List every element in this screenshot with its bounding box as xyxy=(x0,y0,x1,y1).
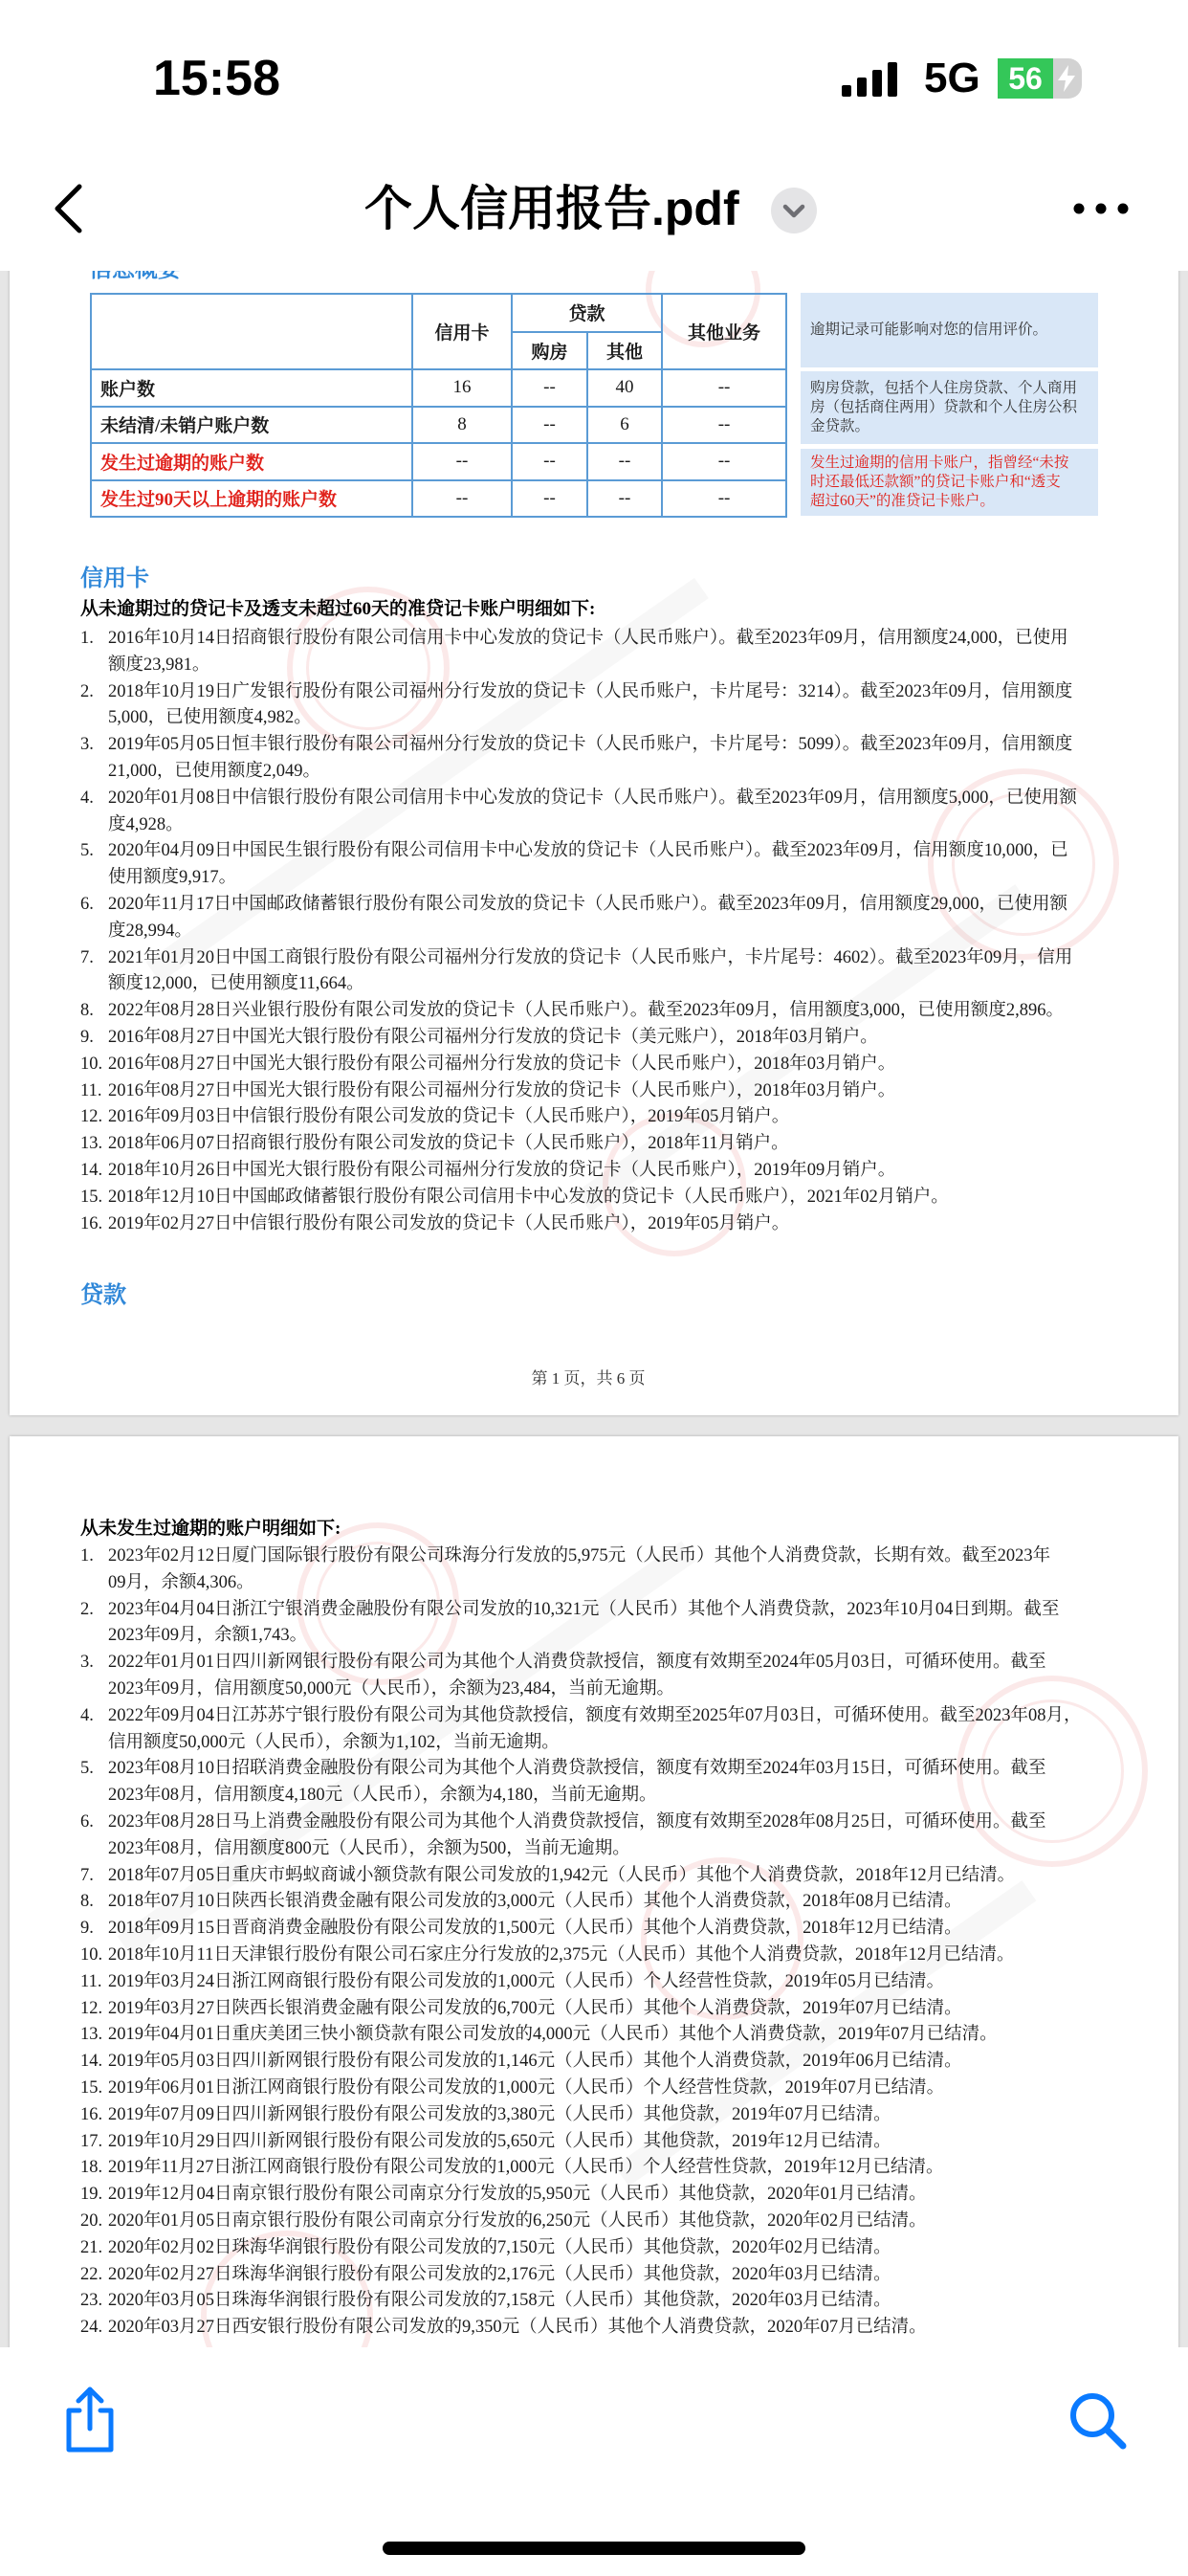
pdf-page-2 xyxy=(10,1436,1178,2489)
app-header xyxy=(0,0,1188,271)
table-cell: -- xyxy=(662,443,786,480)
list-item xyxy=(80,2049,1171,2076)
list-item-number: 7. xyxy=(80,947,94,967)
list-item-number: 16. xyxy=(80,1213,103,1233)
table-row-label: 账户数 xyxy=(91,369,412,407)
list-item-text xyxy=(108,1996,1171,2023)
list-item-text xyxy=(108,1078,1171,1105)
list-item-text xyxy=(108,2129,1171,2156)
list-item-line: 2019年05月03日四川新网银行股份有限公司发放的1,146元（人民币）其他个人消费贷款，2019年06月已结清。 xyxy=(108,2052,962,2072)
table-cell: 6 xyxy=(587,407,662,444)
list-item xyxy=(80,1863,1171,1890)
list-item-line: 额度23,981。 xyxy=(108,655,210,675)
list-item-text xyxy=(108,1889,1171,1916)
list-item xyxy=(80,2315,1171,2342)
list-item-number: 19. xyxy=(80,2185,103,2205)
list-item xyxy=(80,2235,1171,2262)
table-header-other: 其他 xyxy=(587,332,662,370)
list-item-line: 2019年11月27日浙江网商银行股份有限公司发放的1,000元（人民币）个人经营性贷款，2019年12月已结清。 xyxy=(108,2158,944,2178)
list-item-line: 额度12,000，已使用额度11,664。 xyxy=(108,974,364,994)
list-item-text xyxy=(108,2288,1171,2315)
list-item-line: 2016年08月27日中国光大银行股份有限公司福州分行发放的贷记卡（美元账户），2018年03月销户。 xyxy=(108,1027,878,1047)
table-header-row xyxy=(91,294,786,332)
list-item xyxy=(80,1889,1171,1916)
list-item-line: 21,000，已使用额度2,049。 xyxy=(108,761,321,781)
list-item xyxy=(80,1810,1171,1863)
list-item xyxy=(80,1543,1171,1597)
credit-card-list xyxy=(80,626,1171,1237)
list-item-number: 1. xyxy=(80,629,94,648)
list-item-line: 5,000，已使用额度4,982。 xyxy=(108,708,312,728)
list-item-line: 2020年01月08日中信银行股份有限公司信用卡中心发放的贷记卡（人民币账户）。截至2023年09月，信用额度5,000，已使用额 xyxy=(108,788,1077,808)
list-item-line: 2018年06月07日招商银行股份有限公司发放的贷记卡（人民币账户），2018年11月销户。 xyxy=(108,1134,789,1154)
list-item-text xyxy=(108,2076,1171,2102)
list-item-text xyxy=(108,2102,1171,2129)
list-item xyxy=(80,2288,1171,2315)
list-item-line: 2018年12月10日中国邮政储蓄银行股份有限公司信用卡中心发放的贷记卡（人民币账户），2021年02月销户。 xyxy=(108,1187,949,1207)
list-item-line: 2023年08月10日招联消费金融股份有限公司为其他个人消费贷款授信，额度有效期至2024年03月15日，可循环使用。截至 xyxy=(108,1759,1046,1779)
list-item-number: 17. xyxy=(80,2131,103,2151)
list-item-number: 15. xyxy=(80,1187,103,1207)
list-item-text xyxy=(108,1969,1171,1996)
list-item xyxy=(80,838,1171,892)
table-cell: -- xyxy=(662,369,786,407)
list-item-line: 2018年09月15日晋商消费金融股份有限公司发放的1,500元（人民币）其他个人消费贷款，2018年12月已结清。 xyxy=(108,1919,962,1939)
list-item-text xyxy=(108,2022,1171,2049)
list-item xyxy=(80,1211,1171,1238)
table-cell: 16 xyxy=(412,369,512,407)
list-item-line: 2019年04月01日重庆美团三快小额贷款有限公司发放的4,000元（人民币）其他个人消费贷款，2019年07月已结清。 xyxy=(108,2025,998,2045)
table-cell: -- xyxy=(587,480,662,518)
list-item-line: 2019年03月24日浙江网商银行股份有限公司发放的1,000元（人民币）个人经营性贷款，2019年05月已结清。 xyxy=(108,1971,945,1991)
list-item xyxy=(80,1650,1171,1703)
ellipsis-icon[interactable] xyxy=(1073,197,1129,220)
list-item-number: 9. xyxy=(80,1027,94,1047)
list-item-text xyxy=(108,1543,1171,1597)
table-cell: -- xyxy=(412,443,512,480)
list-item-line: 2016年09月03日中信银行股份有限公司发放的贷记卡（人民币账户），2019年05月销户。 xyxy=(108,1107,790,1127)
list-item-text xyxy=(108,838,1171,892)
list-item-number: 15. xyxy=(80,2077,103,2098)
list-item xyxy=(80,892,1171,945)
list-item-text xyxy=(108,998,1171,1025)
list-item-text xyxy=(108,1650,1171,1703)
list-item xyxy=(80,1703,1171,1757)
list-item-text xyxy=(108,1756,1171,1810)
list-item xyxy=(80,1025,1171,1052)
network-type: 5G xyxy=(924,55,980,101)
list-item-text xyxy=(108,2235,1171,2262)
list-item-number: 10. xyxy=(80,1944,103,1965)
list-item-text xyxy=(108,1916,1171,1943)
list-item-number: 13. xyxy=(80,2025,103,2045)
pdf-viewport[interactable] xyxy=(0,271,1188,2347)
list-item-text xyxy=(108,1052,1171,1078)
note-line: 金贷款。 xyxy=(810,418,870,434)
search-icon[interactable] xyxy=(1067,2389,1128,2451)
list-item-number: 21. xyxy=(80,2237,103,2257)
list-item-line: 2018年10月26日中国光大银行股份有限公司福州分行发放的贷记卡（人民币账户），2019年09月销户。 xyxy=(108,1160,896,1180)
list-item-text xyxy=(108,945,1171,999)
table-cell: -- xyxy=(662,480,786,518)
chevron-down-icon xyxy=(771,188,817,233)
title-menu-button[interactable] xyxy=(771,188,817,233)
list-item-line: 2020年04月09日中国民生银行股份有限公司信用卡中心发放的贷记卡（人民币账户）。截至2023年09月，信用额度10,000，已 xyxy=(108,841,1068,861)
loan-intro: 从未发生过逾期的账户明细如下: xyxy=(80,1519,341,1539)
table-header-loan: 贷款 xyxy=(512,294,662,332)
list-item xyxy=(80,2209,1171,2235)
list-item-number: 12. xyxy=(80,1107,103,1127)
home-indicator[interactable] xyxy=(383,2542,805,2555)
list-item xyxy=(80,2262,1171,2289)
note-box xyxy=(801,449,1098,516)
table-cell: -- xyxy=(662,407,786,444)
list-item-text xyxy=(108,786,1171,839)
summary-table xyxy=(90,293,787,518)
list-item-number: 8. xyxy=(80,1001,94,1021)
list-item-line: 2023年02月12日厦门国际银行股份有限公司珠海分行发放的5,975元（人民币）其他个人消费贷款，长期有效。截至2023年 xyxy=(108,1546,1051,1566)
table-header-credit-card: 信用卡 xyxy=(412,294,512,369)
list-item-number: 14. xyxy=(80,1160,103,1180)
list-item-text xyxy=(108,892,1171,945)
table-row xyxy=(91,369,786,407)
list-item-number: 18. xyxy=(80,2158,103,2178)
document-title[interactable]: 个人信用报告.pdf xyxy=(364,182,739,235)
list-item-number: 16. xyxy=(80,2104,103,2124)
list-item-number: 12. xyxy=(80,1998,103,2018)
table-header-blank xyxy=(91,294,412,369)
table-cell: -- xyxy=(412,480,512,518)
table-cell: -- xyxy=(512,443,587,480)
list-item xyxy=(80,1158,1171,1185)
list-item-line: 2019年12月04日南京银行股份有限公司南京分行发放的5,950元（人民币）其他贷款，2020年01月已结清。 xyxy=(108,2185,927,2205)
list-item xyxy=(80,2102,1171,2129)
list-item-number: 2. xyxy=(80,681,94,701)
list-item xyxy=(80,998,1171,1025)
list-item-number: 11. xyxy=(80,1080,102,1100)
list-item-line: 2020年01月05日南京银行股份有限公司南京分行发放的6,250元（人民币）其他贷款，2020年02月已结清。 xyxy=(108,2210,927,2231)
list-item xyxy=(80,1131,1171,1158)
list-item-line: 2023年08月28日马上消费金融股份有限公司为其他个人消费贷款授信，额度有效期至2028年08月25日，可循环使用。截至 xyxy=(108,1811,1046,1832)
list-item-number: 4. xyxy=(80,788,94,808)
summary-table-container xyxy=(90,293,785,516)
list-item-number: 20. xyxy=(80,2210,103,2231)
section-title-credit-card: 信用卡 xyxy=(80,566,149,591)
page-footer: 第 1 页，共 6 页 xyxy=(531,1369,646,1388)
list-item-text xyxy=(108,732,1171,786)
note-box xyxy=(801,293,1098,367)
list-item xyxy=(80,1078,1171,1105)
bottom-toolbar xyxy=(0,2347,1188,2576)
list-item-line: 度28,994。 xyxy=(108,921,192,941)
list-item-line: 2023年09月，信用额度50,000元（人民币），余额为23,484，当前无逾期。 xyxy=(108,1678,675,1699)
battery-percentage: 56 xyxy=(1008,61,1043,96)
list-item-number: 5. xyxy=(80,1759,94,1779)
list-item-line: 2021年01月20日中国工商银行股份有限公司福州分行发放的贷记卡（人民币账户，卡片尾号：4602）。截至2023年09月，信用 xyxy=(108,947,1073,967)
list-item-line: 2020年02月27日珠海华润银行股份有限公司发放的2,176元（人民币）其他贷款，2020年03月已结清。 xyxy=(108,2264,891,2284)
list-item xyxy=(80,945,1171,999)
list-item-line: 2022年08月28日兴业银行股份有限公司发放的贷记卡（人民币账户）。截至2023年09月，信用额度3,000，已使用额度2,896。 xyxy=(108,1001,1065,1021)
table-cell: -- xyxy=(512,369,587,407)
table-row-label: 发生过逾期的账户数 xyxy=(91,443,412,480)
list-item-line: 2023年08月，信用额度800元（人民币），余额为500，当前无逾期。 xyxy=(108,1838,630,1858)
list-item-line: 2018年07月10日陕西长银消费金融有限公司发放的3,000元（人民币）其他个人消费贷款，2018年08月已结清。 xyxy=(108,1892,962,1912)
list-item-number: 10. xyxy=(80,1054,103,1074)
list-item xyxy=(80,1969,1171,1996)
loan-list xyxy=(80,1543,1171,2342)
list-item-line: 2016年08月27日中国光大银行股份有限公司福州分行发放的贷记卡（人民币账户），2018年03月销户。 xyxy=(108,1080,896,1100)
list-item xyxy=(80,2129,1171,2156)
list-item-line: 2023年09月，余额1,743。 xyxy=(108,1626,308,1646)
note-line: 房（包括商住两用）贷款和个人住房公积 xyxy=(810,399,1078,415)
note-line: 逾期记录可能影响对您的信用评价。 xyxy=(810,322,1048,338)
list-item xyxy=(80,626,1171,679)
list-item-line: 2022年09月04日江苏苏宁银行股份有限公司为其他贷款授信，额度有效期至2025年07月03日，可循环使用。截至2023年08月， xyxy=(108,1705,1082,1725)
list-item-number: 6. xyxy=(80,1811,94,1832)
list-item-line: 2020年02月02日珠海华润银行股份有限公司发放的7,150元（人民币）其他贷款，2020年02月已结清。 xyxy=(108,2237,891,2257)
list-item-text xyxy=(108,1810,1171,1863)
list-item-text xyxy=(108,1104,1171,1131)
table-cell: 40 xyxy=(587,369,662,407)
list-item xyxy=(80,732,1171,786)
list-item-text xyxy=(108,1863,1171,1890)
battery-charging-icon xyxy=(998,58,1082,99)
cellular-signal-icon xyxy=(842,60,901,99)
list-item-line: 2016年08月27日中国光大银行股份有限公司福州分行发放的贷记卡（人民币账户），2018年03月销户。 xyxy=(108,1054,896,1074)
table-cell: -- xyxy=(587,443,662,480)
list-item-number: 1. xyxy=(80,1546,94,1566)
list-item xyxy=(80,2155,1171,2182)
list-item-text xyxy=(108,2315,1171,2342)
list-item-text xyxy=(108,1703,1171,1757)
list-item-text xyxy=(108,1025,1171,1052)
table-cell: -- xyxy=(512,480,587,518)
table-row xyxy=(91,407,786,444)
list-item-text xyxy=(108,2262,1171,2289)
list-item-number: 9. xyxy=(80,1919,94,1939)
list-item-text xyxy=(108,679,1171,733)
status-time: 15:58 xyxy=(153,51,280,106)
list-item xyxy=(80,786,1171,839)
list-item xyxy=(80,1185,1171,1211)
list-item-text xyxy=(108,1943,1171,1969)
list-item-line: 2020年11月17日中国邮政储蓄银行股份有限公司发放的贷记卡（人民币账户）。截至2023年09月，信用额度29,000，已使用额 xyxy=(108,894,1067,914)
table-row-label: 未结清/未销户账户数 xyxy=(91,407,412,444)
list-item-line: 2019年02月27日中信银行股份有限公司发放的贷记卡（人民币账户），2019年05月销户。 xyxy=(108,1213,790,1233)
list-item xyxy=(80,1943,1171,1969)
list-item-text xyxy=(108,2049,1171,2076)
table-row xyxy=(91,443,786,480)
note-line: 时还最低还款额”的贷记卡账户和“透支 xyxy=(810,474,1061,490)
table-cell: 8 xyxy=(412,407,512,444)
list-item-text xyxy=(108,1158,1171,1185)
list-item-number: 3. xyxy=(80,735,94,755)
section-title-loan: 贷款 xyxy=(80,1283,126,1308)
list-item-text xyxy=(108,1211,1171,1238)
list-item xyxy=(80,1996,1171,2023)
list-item-number: 2. xyxy=(80,1599,94,1619)
bolt-icon xyxy=(1055,64,1078,93)
note-line: 购房贷款，包括个人住房贷款、个人商用 xyxy=(810,380,1078,396)
list-item-text xyxy=(108,2155,1171,2182)
note-line: 发生过逾期的信用卡账户，指曾经“未按 xyxy=(810,455,1069,471)
list-item-line: 2018年10月11日天津银行股份有限公司石家庄分行发放的2,375元（人民币）其他个人消费贷款，2018年12月已结清。 xyxy=(108,1944,1015,1965)
pdf-page-1 xyxy=(10,233,1178,1415)
list-item-line: 信用额度50,000元（人民币），余额为1,102，当前无逾期。 xyxy=(108,1732,560,1752)
list-item-number: 3. xyxy=(80,1653,94,1673)
list-item xyxy=(80,1597,1171,1651)
table-header-other-business: 其他业务 xyxy=(662,294,786,369)
list-item-text xyxy=(108,1131,1171,1158)
list-item-number: 5. xyxy=(80,841,94,861)
list-item-number: 13. xyxy=(80,1134,103,1154)
list-item-number: 6. xyxy=(80,894,94,914)
list-item-number: 8. xyxy=(80,1892,94,1912)
table-row xyxy=(91,480,786,518)
table-row-label: 发生过90天以上逾期的账户数 xyxy=(91,480,412,518)
list-item-line: 2019年07月09日四川新网银行股份有限公司发放的3,380元（人民币）其他贷款，2019年07月已结清。 xyxy=(108,2104,891,2124)
list-item-line: 2019年03月27日陕西长银消费金融有限公司发放的6,700元（人民币）其他个人消费贷款，2019年07月已结清。 xyxy=(108,1998,962,2018)
credit-card-intro: 从未逾期过的贷记卡及透支未超过60天的准贷记卡账户明细如下: xyxy=(80,599,596,619)
list-item xyxy=(80,2022,1171,2049)
list-item-number: 24. xyxy=(80,2318,103,2338)
list-item-line: 2022年01月01日四川新网银行股份有限公司为其他个人消费贷款授信，额度有效期至2024年05月03日，可循环使用。截至 xyxy=(108,1653,1046,1673)
list-item-number: 11. xyxy=(80,1971,102,1991)
list-item-line: 2023年08月，信用额度4,180元（人民币），余额为4,180，当前无逾期。 xyxy=(108,1786,657,1806)
list-item-text xyxy=(108,1185,1171,1211)
list-item-text xyxy=(108,1597,1171,1651)
list-item-line: 2020年03月27日西安银行股份有限公司发放的9,350元（人民币）其他个人消费贷款，2020年07月已结清。 xyxy=(108,2318,927,2338)
list-item xyxy=(80,679,1171,733)
list-item-number: 14. xyxy=(80,2052,103,2072)
list-item-line: 2019年05月05日恒丰银行股份有限公司福州分行发放的贷记卡（人民币账户，卡片尾号：5099）。截至2023年09月，信用额度 xyxy=(108,735,1073,755)
list-item-number: 7. xyxy=(80,1865,94,1885)
list-item xyxy=(80,2076,1171,2102)
list-item xyxy=(80,1756,1171,1810)
list-item-line: 2019年06月01日浙江网商银行股份有限公司发放的1,000元（人民币）个人经营性贷款，2019年07月已结清。 xyxy=(108,2077,945,2098)
list-item-line: 2018年10月19日广发银行股份有限公司福州分行发放的贷记卡（人民币账户，卡片尾号：3214）。截至2023年09月，信用额度 xyxy=(108,681,1073,701)
list-item-number: 4. xyxy=(80,1705,94,1725)
table-cell: -- xyxy=(512,407,587,444)
list-item xyxy=(80,1104,1171,1131)
chevron-left-icon[interactable] xyxy=(50,182,88,235)
list-item-line: 2018年07月05日重庆市蚂蚁商诚小额贷款有限公司发放的1,942元（人民币）其他个人消费贷款，2018年12月已结清。 xyxy=(108,1865,1016,1885)
note-line: 超过60天”的准贷记卡账户。 xyxy=(810,493,995,509)
list-item-number: 22. xyxy=(80,2264,103,2284)
list-item-number: 23. xyxy=(80,2291,103,2311)
share-icon[interactable] xyxy=(61,2385,119,2454)
list-item xyxy=(80,1052,1171,1078)
table-header-housing: 购房 xyxy=(512,332,587,370)
list-item-line: 2019年10月29日四川新网银行股份有限公司发放的5,650元（人民币）其他贷款，2019年12月已结清。 xyxy=(108,2131,891,2151)
list-item-line: 2023年04月04日浙江宁银消费金融股份有限公司发放的10,321元（人民币）其他个人消费贷款，2023年10月04日到期。截至 xyxy=(108,1599,1060,1619)
list-item-line: 2020年03月05日珠海华润银行股份有限公司发放的7,158元（人民币）其他贷款，2020年03月已结清。 xyxy=(108,2291,891,2311)
list-item-text xyxy=(108,626,1171,679)
list-item xyxy=(80,2182,1171,2209)
list-item-line: 2016年10月14日招商银行股份有限公司信用卡中心发放的贷记卡（人民币账户）。截至2023年09月，信用额度24,000，已使用 xyxy=(108,629,1068,648)
list-item-line: 使用额度9,917。 xyxy=(108,868,237,888)
list-item-text xyxy=(108,2182,1171,2209)
list-item xyxy=(80,1916,1171,1943)
list-item-line: 度4,928。 xyxy=(108,814,184,834)
list-item-text xyxy=(108,2209,1171,2235)
note-box xyxy=(801,371,1098,444)
list-item-line: 09月，余额4,306。 xyxy=(108,1572,254,1592)
